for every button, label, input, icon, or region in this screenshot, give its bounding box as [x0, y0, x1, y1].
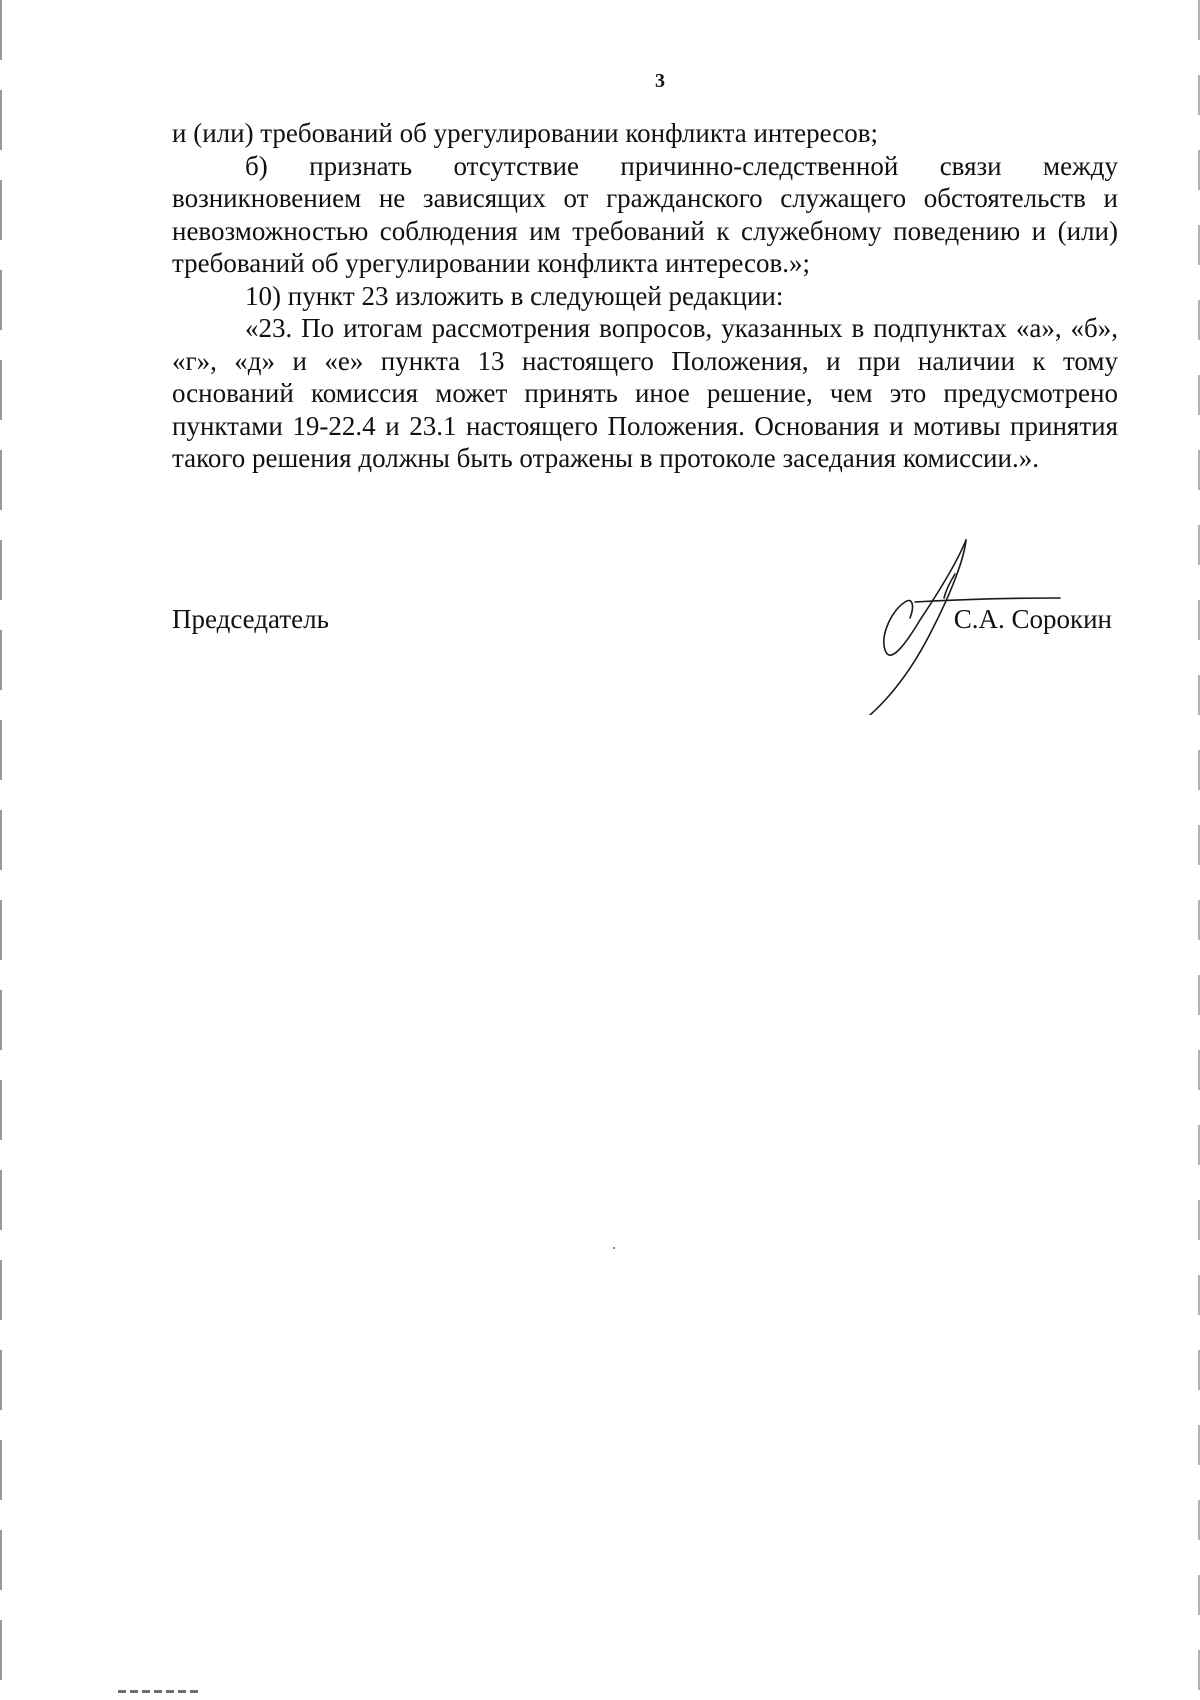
- paragraph-continuation: и (или) требований об урегулировании конфликта интересов;: [172, 118, 879, 148]
- paragraph-subitem-b: б) признать отсутствие причинно-следственной связи между возникновением не зависящих от гражданского служащего обстоятельств и невозможностью соблюдения им требований к служебному поведению и (или) требований об урегулировании конфликта интересов.»;: [172, 150, 1118, 278]
- scan-artifact-bottom: [118, 1690, 198, 1693]
- handwritten-signature: [860, 530, 1080, 715]
- scan-artifact: [613, 1247, 615, 1249]
- document-body: [172, 117, 1118, 475]
- page-number: 3: [655, 70, 665, 92]
- paragraph-item-23: «23. По итогам рассмотрения вопросов, указанных в подпунктах «а», «б», «г», «д» и «е» пункта 13 настоящего Положения, и при наличии к тому оснований комиссия может принять иное решение, чем это предусмотрено пунктами 19-22.4 и 23.1 настоящего Положения. Основания и мотивы принятия такого решения должны быть отражены в протоколе заседания комиссии.».: [172, 313, 1118, 473]
- scan-edge-left: [0, 0, 2, 1700]
- paragraph-item-10: 10) пункт 23 изложить в следующей редакции:: [245, 280, 784, 311]
- signer-title: Председатель: [172, 604, 329, 634]
- signer-name: С.А. Сорокин: [953, 604, 1112, 634]
